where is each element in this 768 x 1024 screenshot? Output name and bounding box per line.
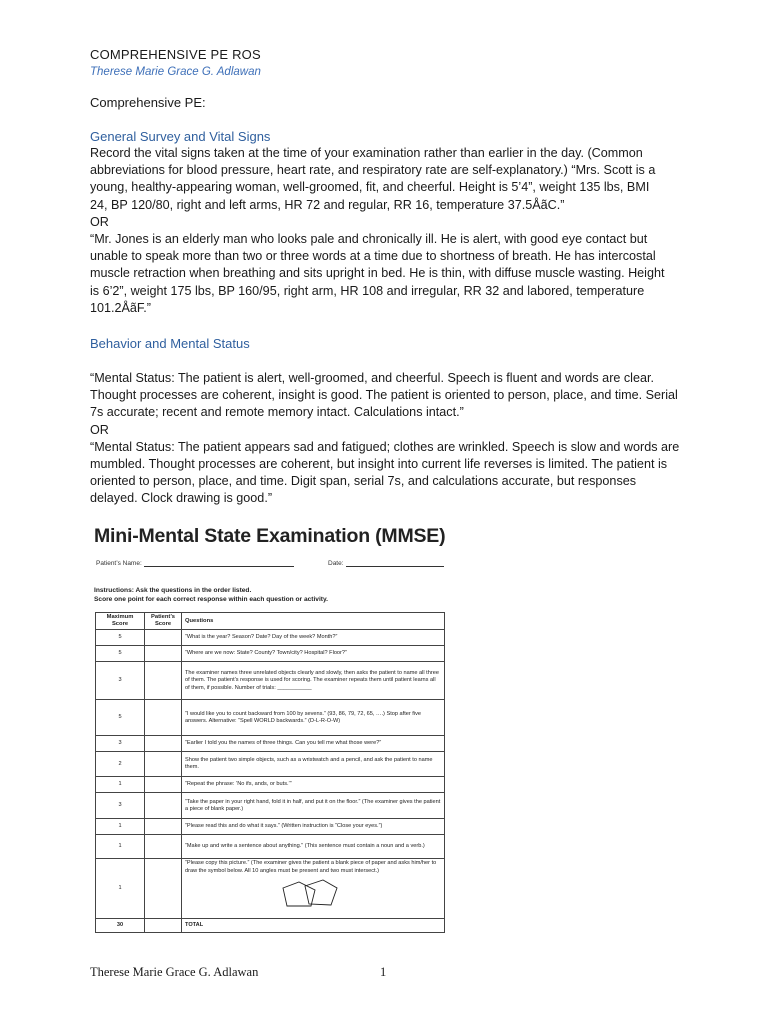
question-cell [182, 859, 445, 919]
question-cell: “Earlier I told you the names of three things. Can you tell me what those were?” [182, 736, 445, 752]
table-row [96, 819, 445, 835]
pentagon-left [283, 882, 315, 906]
patient-score-cell [145, 835, 182, 859]
text-line: “Mental Status: The patient appears sad and fatigued; clothes are wrinkled. Speech is slow and words are [90, 439, 680, 454]
table-row [96, 859, 445, 919]
question-cell: “Please read this and do what it says.” (Written instruction is “Close your eyes.”) [182, 819, 445, 835]
table-row [96, 835, 445, 859]
mental-status-text [90, 370, 690, 508]
max-score-header: Maximum Score [96, 613, 145, 630]
table-row [96, 752, 445, 777]
patient-name-label: Patient’s Name: [96, 560, 142, 567]
text-line: delayed. Clock drawing is good.” [90, 491, 273, 506]
text-line: mumbled. Thought processes are coherent, but insight into current life reverses is limited. The patient is [90, 457, 668, 472]
text-line: young, healthy-appearing woman, well-groomed, fit, and cheerful. Height is 5’4”, weight 135 lbs, BMI [90, 180, 650, 195]
patient-score-cell [145, 752, 182, 777]
intersecting-pentagons-figure [275, 878, 365, 910]
mmse-instructions-1: Instructions: Ask the questions in the order listed. [94, 587, 252, 594]
patient-score-cell [145, 630, 182, 646]
patient-score-cell [145, 646, 182, 662]
total-row [96, 919, 445, 933]
author-name: Therese Marie Grace G. Adlawan [90, 66, 261, 78]
table-row [96, 662, 445, 700]
max-score-cell: 1 [96, 819, 145, 835]
text-line: OR [90, 422, 109, 437]
patient-score-cell [145, 859, 182, 919]
table-header-row [96, 613, 445, 630]
text-line: oriented to person, place, and time. Digit span, serial 7s, and calculations accurate, but responses [90, 474, 637, 489]
table-row [96, 793, 445, 819]
document-title: COMPREHENSIVE PE ROS [90, 47, 261, 62]
max-score-cell: 1 [96, 859, 145, 919]
max-score-cell: 3 [96, 736, 145, 752]
text-line: unable to speak more than two or three words at a time due to shortness of breath. He has intercostal [90, 249, 656, 264]
date-label: Date: [328, 560, 344, 567]
max-score-cell: 3 [96, 793, 145, 819]
question-cell: “Take the paper in your right hand, fold it in half, and put it on the floor.” (The examiner gives the patient a piece of blank paper.) [182, 793, 445, 819]
footer-author: Therese Marie Grace G. Adlawan [90, 965, 259, 979]
table-row [96, 630, 445, 646]
table-row [96, 646, 445, 662]
patient-score-cell [145, 793, 182, 819]
patient-name-field [96, 559, 294, 567]
section-label: Comprehensive PE: [90, 95, 206, 110]
questions-header: Questions [182, 613, 445, 630]
table-row [96, 777, 445, 793]
max-score-cell: 3 [96, 662, 145, 700]
text-line: Record the vital signs taken at the time of your examination rather than earlier in the day. (Common [90, 146, 643, 160]
general-survey-heading: General Survey and Vital Signs [90, 129, 271, 144]
text-line: “Mental Status: The patient is alert, well-groomed, and cheerful. Speech is fluent and words are clear. [90, 371, 654, 385]
total-patient-cell [145, 919, 182, 933]
patient-score-cell [145, 736, 182, 752]
mmse-instructions-2: Score one point for each correct response within each question or activity. [94, 596, 329, 603]
question-cell: “Repeat the phrase: ‘No ifs, ands, or buts.’” [182, 777, 445, 793]
patient-score-cell [145, 700, 182, 736]
text-line: muscle retraction when breathing and sits upright in bed. He is thin, with diffuse muscle wasting. Height [90, 266, 665, 281]
text-line: 101.2ÅãF.” [90, 300, 151, 315]
total-label: TOTAL [182, 919, 445, 933]
text-line: 24, BP 120/80, right and left arms, HR 72 and regular, RR 16, temperature 37.5ÅãC.” [90, 197, 565, 212]
date-field [328, 559, 444, 567]
question-cell: Show the patient two simple objects, such as a wristwatch and a pencil, and ask the patient to name them. [182, 752, 445, 777]
question-cell: “What is the year? Season? Date? Day of the week? Month?” [182, 630, 445, 646]
max-score-cell: 5 [96, 630, 145, 646]
general-survey-text [90, 145, 690, 317]
page-number: 1 [380, 965, 387, 979]
max-score-cell: 5 [96, 700, 145, 736]
patient-score-cell [145, 819, 182, 835]
question-text: “Please copy this picture.” (The examiner gives the patient a blank piece of paper and asks him/her to draw the symbol below. All 10 angles must be present and two must intersect.) [185, 860, 437, 874]
question-cell: “Where are we now: State? County? Town/city? Hospital? Floor?” [182, 646, 445, 662]
question-cell: The examiner names three unrelated objects clearly and slowly, then asks the patient to name all three of them. The patient’s response is used for scoring. The examiner repeats them until patient learns all of them, if possible. Number of trials: ___________ [182, 662, 445, 700]
question-cell: “Make up and write a sentence about anything.” (This sentence must contain a noun and a verb.) [182, 835, 445, 859]
patient-score-cell [145, 777, 182, 793]
mmse-form [92, 522, 448, 929]
question-cell: “I would like you to count backward from 100 by sevens.” (93, 86, 79, 72, 65, ….) Stop after five answers. Alternative: “Spell WORLD backwards.” (D-L-R-O-W) [182, 700, 445, 736]
max-score-cell: 1 [96, 777, 145, 793]
mmse-table [95, 612, 445, 933]
max-score-cell: 2 [96, 752, 145, 777]
patient-score-cell [145, 662, 182, 700]
mmse-title: Mini-Mental State Examination (MMSE) [94, 525, 446, 547]
table-row [96, 736, 445, 752]
mental-status-heading: Behavior and Mental Status [90, 336, 250, 351]
total-max-cell: 30 [96, 919, 145, 933]
text-line: “Mr. Jones is an elderly man who looks pale and chronically ill. He is alert, with good eye contact but [90, 232, 648, 247]
pentagon-right [305, 880, 337, 905]
table-row [96, 700, 445, 736]
text-line: abbreviations for blood pressure, heart rate, and respiratory rate are self-explanatory.) “Mrs. Scott is a [90, 163, 656, 178]
text-line: Thought processes are coherent, insight is good. The patient is oriented to person, place, and time. Serial [90, 388, 678, 403]
text-line: 7s accurate; recent and remote memory intact. Calculations intact.” [90, 405, 464, 420]
text-line: is 6’2”, weight 175 lbs, BP 160/95, right arm, HR 108 and irregular, RR 32 and labored, temperature [90, 283, 645, 298]
max-score-cell: 5 [96, 646, 145, 662]
text-line: OR [90, 214, 109, 229]
max-score-cell: 1 [96, 835, 145, 859]
patient-score-header: Patient’s Score [145, 613, 182, 630]
